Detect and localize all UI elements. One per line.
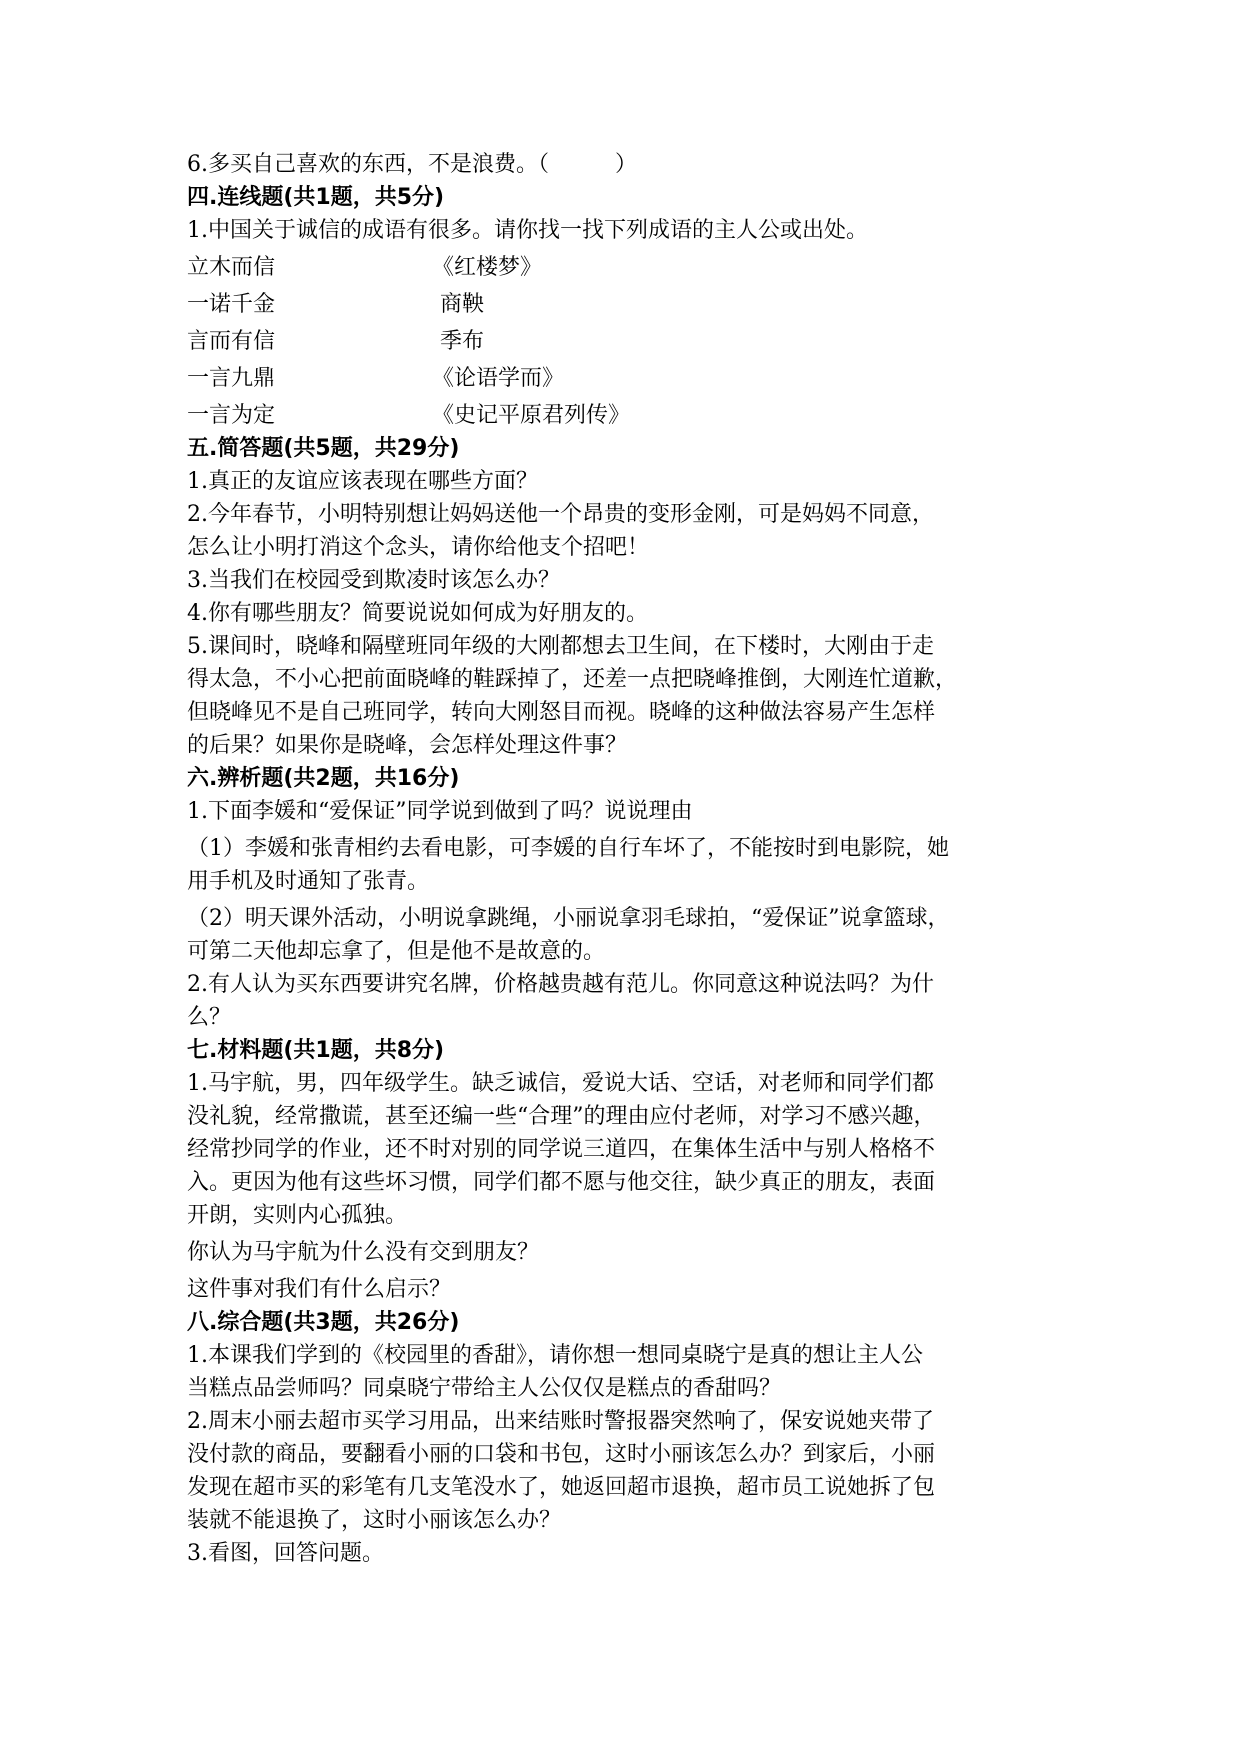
section-heading: 四.连线题(共1题，共5分) <box>187 185 445 210</box>
question-text: 么？ <box>187 1005 232 1030</box>
exam-page <box>187 148 1067 1570</box>
question-text: 当糕点品尝师吗？同桌晓宁带给主人公仅仅是糕点的香甜吗？ <box>187 1376 782 1401</box>
question-text: 1.真正的友谊应该表现在哪些方面？ <box>187 469 538 494</box>
section-heading: 七.材料题(共1题，共8分) <box>187 1038 445 1063</box>
question-text: 得太急，不小心把前面晓峰的鞋踩掉了，还差一点把晓峰推倒，大刚连忙道歉， <box>187 667 958 692</box>
question-text: 1.本课我们学到的《校园里的香甜》，请你想一想同桌晓宁是真的想让主人公 <box>187 1343 923 1368</box>
matching-row <box>187 325 1067 358</box>
question-text: 6.多买自己喜欢的东西，不是浪费。（ ） <box>187 152 637 177</box>
question-text: 可第二天他却忘拿了，但是他不是故意的。 <box>187 939 606 964</box>
question-text: 5.课间时，晓峰和隔壁班同年级的大刚都想去卫生间，在下楼时，大刚由于走 <box>187 634 934 659</box>
question-text: 入。更因为他有这些坏习惯，同学们都不愿与他交往，缺少真正的朋友，表面 <box>187 1170 936 1195</box>
question-text: 1.马宇航，男，四年级学生。缺乏诚信，爱说大话、空话，对老师和同学们都 <box>187 1071 934 1096</box>
idiom-left: 立木而信 <box>187 255 276 280</box>
question-text: （1）李媛和张青相约去看电影，可李媛的自行车坏了，不能按时到电影院，她 <box>187 836 949 861</box>
question-text: 2.今年春节，小明特别想让妈妈送他一个昂贵的变形金刚，可是妈妈不同意， <box>187 502 934 527</box>
source-right: 《红楼梦》 <box>432 255 543 280</box>
question-text: 这件事对我们有什么启示？ <box>187 1277 452 1302</box>
question-text: 装就不能退换了，这时小丽该怎么办？ <box>187 1508 562 1533</box>
matching-row <box>187 362 1067 395</box>
question-text: 发现在超市买的彩笔有几支笔没水了，她返回超市退换，超市员工说她拆了包 <box>187 1475 936 1500</box>
question-text: 没礼貌，经常撒谎，甚至还编一些“合理”的理由应付老师，对学习不感兴趣， <box>187 1104 936 1129</box>
source-right: 商鞅 <box>440 292 485 317</box>
question-text: 用手机及时通知了张青。 <box>187 869 430 894</box>
matching-row <box>187 288 1067 321</box>
idiom-left: 一诺千金 <box>187 292 276 317</box>
question-text: 1.中国关于诚信的成语有很多。请你找一找下列成语的主人公或出处。 <box>187 218 868 243</box>
idiom-left: 言而有信 <box>187 329 276 354</box>
source-right: 《史记平原君列传》 <box>432 403 631 428</box>
question-text: （2）明天课外活动，小明说拿跳绳，小丽说拿羽毛球拍，“爱保证”说拿篮球， <box>187 906 950 931</box>
question-text: 开朗，实则内心孤独。 <box>187 1203 408 1228</box>
question-text: 怎么让小明打消这个念头，请你给他支个招吧！ <box>187 535 650 560</box>
source-right: 季布 <box>440 329 485 354</box>
question-text: 但晓峰见不是自己班同学，转向大刚怒目而视。晓峰的这种做法容易产生怎样 <box>187 700 936 725</box>
question-text: 2.有人认为买东西要讲究名牌，价格越贵越有范儿。你同意这种说法吗？为什 <box>187 972 934 997</box>
question-text: 的后果？如果你是晓峰，会怎样处理这件事？ <box>187 733 628 758</box>
source-right: 《论语学而》 <box>432 366 565 391</box>
section-heading: 八.综合题(共3题，共26分) <box>187 1310 460 1335</box>
matching-row <box>187 399 1067 432</box>
question-text: 经常抄同学的作业，还不时对别的同学说三道四，在集体生活中与别人格格不 <box>187 1137 936 1162</box>
idiom-left: 一言为定 <box>187 403 276 428</box>
question-text: 4.你有哪些朋友？简要说说如何成为好朋友的。 <box>187 601 648 626</box>
idiom-left: 一言九鼎 <box>187 366 276 391</box>
question-text: 你认为马宇航为什么没有交到朋友？ <box>187 1240 540 1265</box>
question-text: 2.周末小丽去超市买学习用品，出来结账时警报器突然响了，保安说她夹带了 <box>187 1409 934 1434</box>
question-text: 3.看图，回答问题。 <box>187 1541 384 1566</box>
matching-row <box>187 251 1067 284</box>
question-text: 1.下面李媛和“爱保证”同学说到做到了吗？说说理由 <box>187 799 693 824</box>
question-text: 3.当我们在校园受到欺凌时该怎么办？ <box>187 568 560 593</box>
section-heading: 五.简答题(共5题，共29分) <box>187 436 460 461</box>
question-text: 没付款的商品，要翻看小丽的口袋和书包，这时小丽该怎么办？到家后，小丽 <box>187 1442 936 1467</box>
section-heading: 六.辨析题(共2题，共16分) <box>187 766 460 791</box>
